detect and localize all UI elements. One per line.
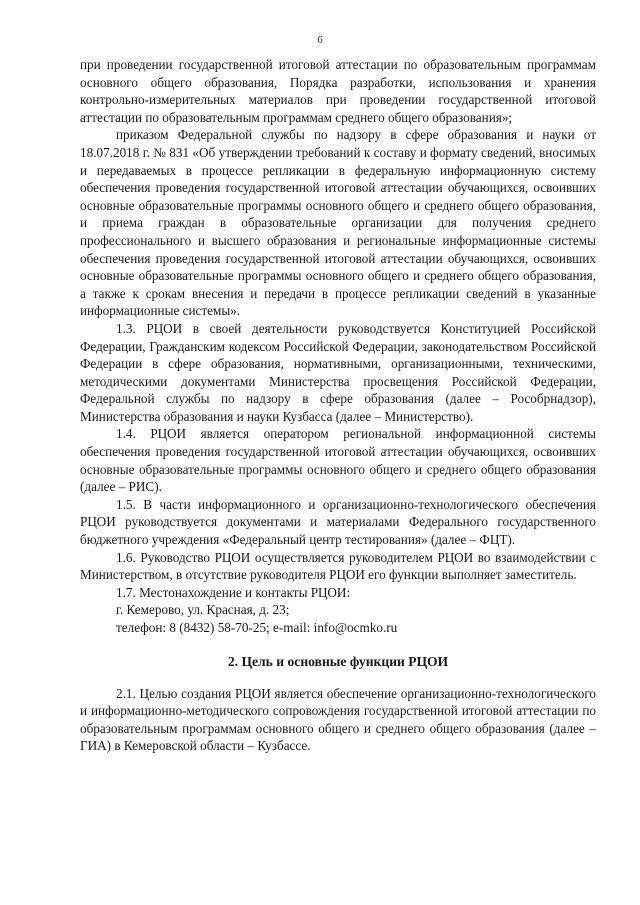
contacts-line: телефон: 8 (8432) 58-70-25; e-mail: info@ocmko.ru <box>116 620 398 635</box>
section-heading: 2. Цель и основные функции РЦОИ <box>227 653 449 669</box>
paragraph-2-1: 2.1. Целью создания РЦОИ является обеспечение организационно-технологического и информационно-методического сопровождения государственной итоговой аттестации по образовательным программам основного общего и среднего общего образования (далее – ГИА) в Кемеровской области – Кузбассе. <box>80 685 596 754</box>
paragraph-1-5: 1.5. В части информационного и организационно-технологического обеспечения РЦОИ руководствуется документами и материалами Федерального государственного бюджетного учреждения «Федеральный центр тестирования» (далее – ФЦТ). <box>80 496 596 548</box>
paragraph-continuation: при проведении государственной итоговой аттестации по образовательным программам основного общего образования, Порядка разработки, использования и хранения контрольно-измерительных материалов при проведении государственной итоговой аттестации по образовательным программам среднего общего образования»; <box>80 57 596 125</box>
address-line: г. Кемерово, ул. Красная, д. 23; <box>116 602 290 618</box>
paragraph-1-3: 1.3. РЦОИ в своей деятельности руководствуется Конституцией Российской Федерации, Гражданским кодексом Российской Федерации, законодательством Российской Федерации в сфере образования, нормативными, организационными, техническими, методическими документами Министерства просвещения Российской Федерации, Федеральной службы по надзору в сфере образования (далее – Рособрнадзор), Министерства образования и науки Кузбасса (далее – Министерство). <box>80 320 596 424</box>
paragraph-1-7: 1.7. Местонахождение и контакты РЦОИ: <box>116 584 351 600</box>
page-number: 6 <box>317 34 323 46</box>
document-body <box>80 56 596 755</box>
paragraph-1-4: 1.4. РЦОИ является оператором региональной информационной системы обеспечения проведения государственной итоговой аттестации обучающихся, освоивших основные образовательные программы основного общего и среднего общего образования (далее – РИС). <box>80 426 596 495</box>
paragraph-order-831: приказом Федеральной службы по надзору в сфере образования и науки от 18.07.2018 г. № 831 «Об утверждении требований к составу и формату сведений, вносимых и передаваемых в процессе репликации в федеральную информационную систему обеспечения проведения государственной итоговой аттестации обучающихся, освоивших основные образовательные программы основного общего и среднего общего образования, и приема граждан в образовательные организации для получения среднего профессионального и высшего образования и региональные информационные системы обеспечения проведения государственной итоговой аттестации обучающихся, освоивших основные образовательные программы основного общего и среднего общего образования, а также к срокам внесения и передачи в процессе репликации сведений в указанные информационные системы». <box>80 127 596 319</box>
paragraph-1-6: 1.6. Руководство РЦОИ осуществляется руководителем РЦОИ во взаимодействии с Министерством, в отсутствие руководителя РЦОИ его функции выполняет заместитель. <box>80 549 596 583</box>
